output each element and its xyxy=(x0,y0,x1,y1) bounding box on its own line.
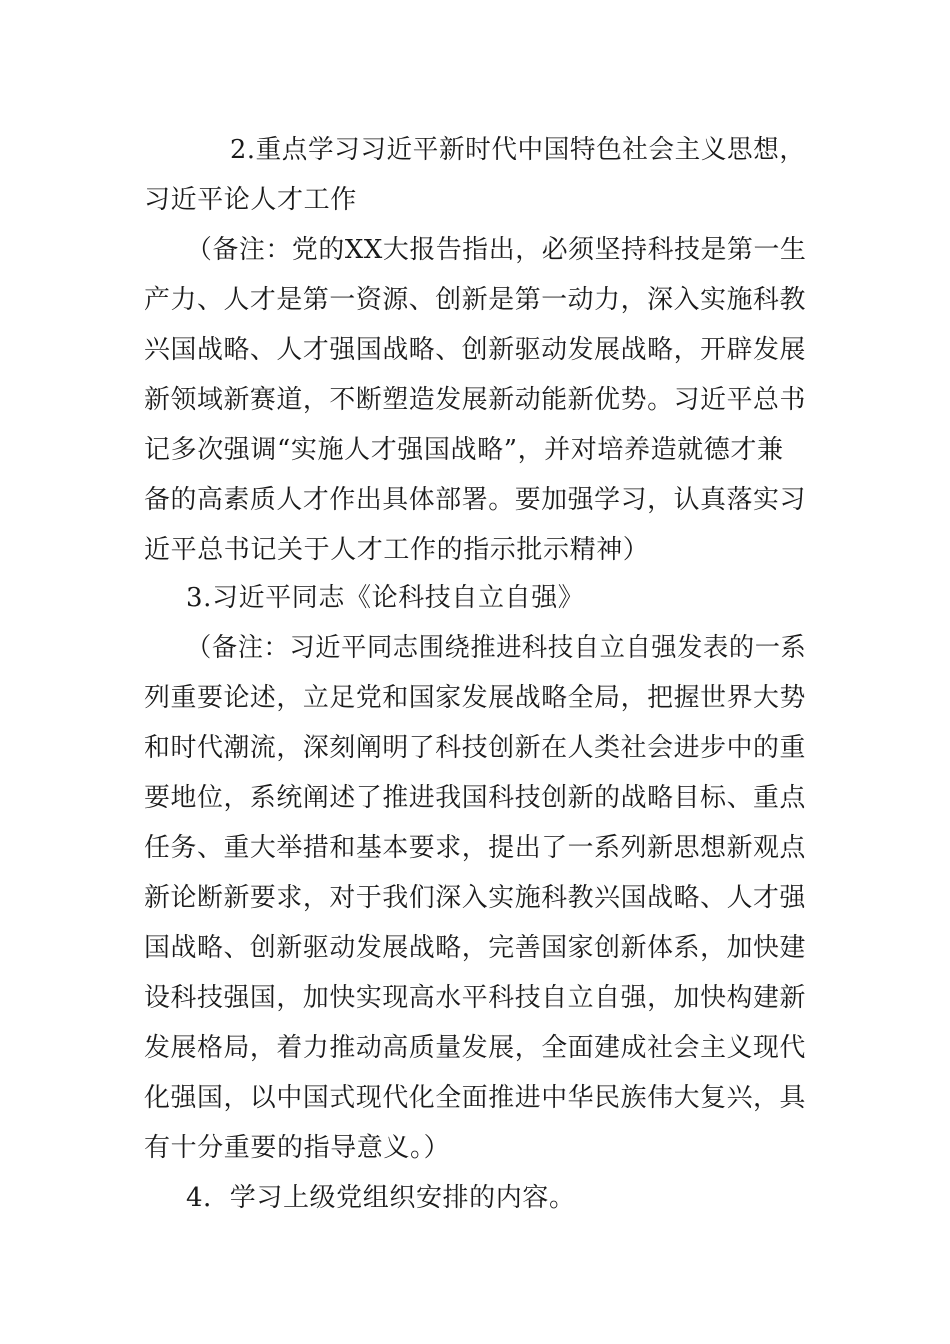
note-2-line-2: 列重要论述，立足党和国家发展战略全局，把握世界大势 xyxy=(144,683,807,713)
note-2-line-5: 任务、重大举措和基本要求，提出了一系列新思想新观点 xyxy=(144,833,807,863)
note-2-line-4: 要地位，系统阐述了推进我国科技创新的战略目标、重点 xyxy=(144,783,807,813)
note-2-line-9: 发展格局，着力推动高质量发展，全面建成社会主义现代 xyxy=(144,1033,807,1063)
note-1-line-7: 近平总书记关于人才工作的指示批示精神） xyxy=(144,535,650,565)
note-2-line-7: 国战略、创新驱动发展战略，完善国家创新体系，加快建 xyxy=(144,933,807,963)
note-1-line-4: 新领域新赛道，不断塑造发展新动能新优势。习近平总书 xyxy=(144,385,807,415)
note-2-line-1: （备注：习近平同志围绕推进科技自立自强发表的一系 xyxy=(186,633,807,663)
note-2-line-11: 有十分重要的指导意义。） xyxy=(144,1133,451,1163)
item-2-heading-line-2: 习近平论人才工作 xyxy=(144,185,357,215)
note-1-line-3: 兴国战略、人才强国战略、创新驱动发展战略，开辟发展 xyxy=(144,335,807,365)
item-3-heading: 3.习近平同志《论科技自立自强》 xyxy=(186,583,585,613)
item-4-heading: 4．学习上级党组织安排的内容。 xyxy=(186,1183,576,1213)
note-2-line-3: 和时代潮流，深刻阐明了科技创新在人类社会进步中的重 xyxy=(144,733,807,763)
item-2-heading-line-1: 2.重点学习习近平新时代中国特色社会主义思想， xyxy=(230,135,806,165)
note-1-line-6: 备的高素质人才作出具体部署。要加强学习，认真落实习 xyxy=(144,485,807,515)
note-2-line-6: 新论断新要求，对于我们深入实施科教兴国战略、人才强 xyxy=(144,883,807,913)
note-1-line-1: （备注：党的XX大报告指出，必须坚持科技是第一生 xyxy=(186,235,807,265)
note-1-line-2: 产力、人才是第一资源、创新是第一动力，深入实施科教 xyxy=(144,285,807,315)
note-1-line-5: 记多次强调“实施人才强国战略”，并对培养造就德才兼 xyxy=(144,435,784,465)
note-2-line-10: 化强国，以中国式现代化全面推进中华民族伟大复兴，具 xyxy=(144,1083,807,1113)
note-2-line-8: 设科技强国，加快实现高水平科技自立自强，加快构建新 xyxy=(144,983,807,1013)
